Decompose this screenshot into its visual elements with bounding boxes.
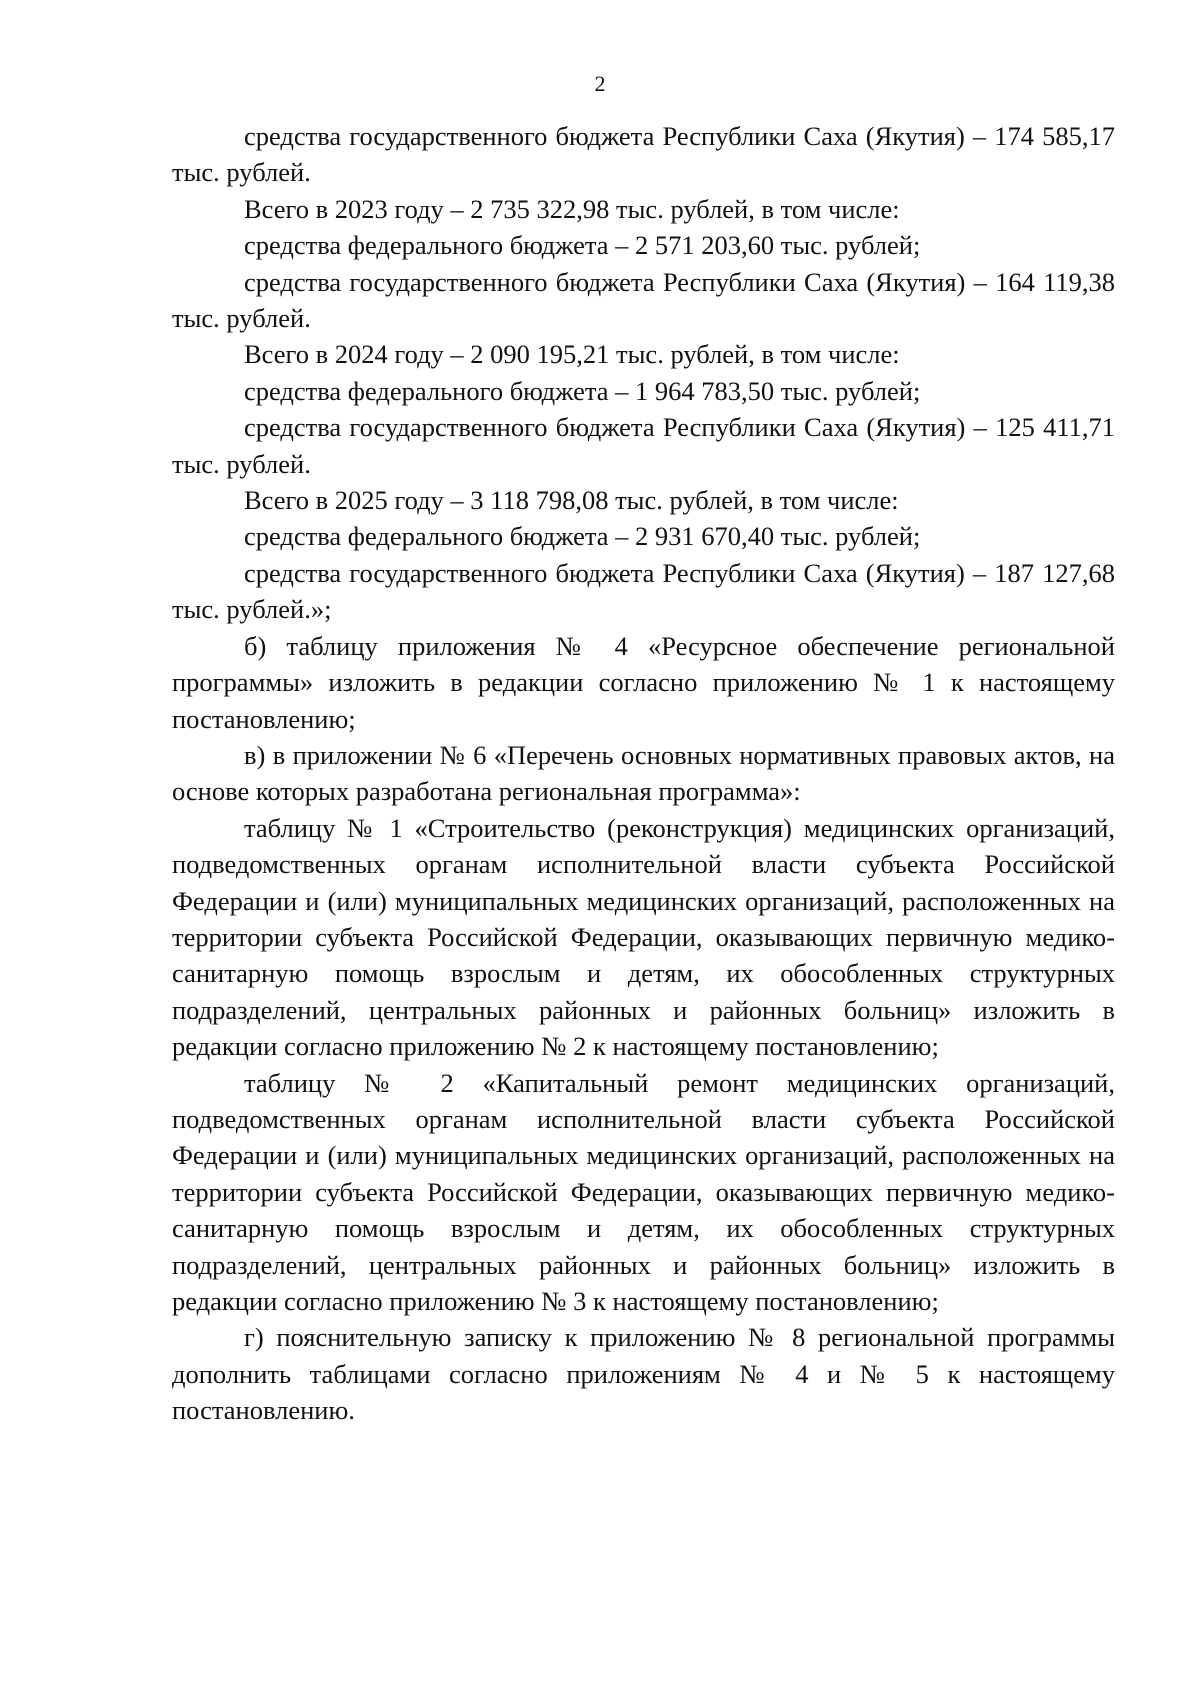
paragraph-table-2: таблицу № 2 «Капитальный ремонт медицинских организаций, подведомственных органам исполнительной власти субъекта Российской Федерации и (или) муниципальных медицинских организаций, расположенных на территории субъекта Российской Федерации, оказывающих первичную медико-санитарную помощь взрослым и детям, их обособленных структурных подразделений, центральных районных и районных больниц» изложить в редакции согласно приложению № 3 к настоящему постановлению; — [172, 1067, 1115, 1316]
paragraph-republic-2024: средства государственного бюджета Республики Саха (Якутия) – 125 411,71 тыс. рублей. — [172, 412, 1115, 479]
paragraph-federal-2023: средства федерального бюджета – 2 571 203,60 тыс. рублей; — [244, 230, 921, 261]
paragraph-total-2024: Всего в 2024 году – 2 090 195,21 тыс. рублей, в том числе: — [244, 339, 900, 370]
paragraph-total-2023: Всего в 2023 году – 2 735 322,98 тыс. рублей, в том числе: — [244, 193, 900, 224]
paragraph-table-1: таблицу № 1 «Строительство (реконструкция) медицинских организаций, подведомственных органам исполнительной власти субъекта Российской Федерации и (или) муниципальных медицинских организаций, расположенных на территории субъекта Российской Федерации, оказывающих первичную медико-санитарную помощь взрослым и детям, их обособленных структурных подразделений, центральных районных и районных больниц» изложить в редакции согласно приложению № 2 к настоящему постановлению; — [172, 812, 1115, 1062]
document-body — [172, 118, 1115, 1429]
paragraph-item-b: б) таблицу приложения № 4 «Ресурсное обеспечение региональной программы» изложить в редакции согласно приложению № 1 к настоящему постановлению; — [172, 630, 1115, 734]
paragraph-federal-2024: средства федерального бюджета – 1 964 783,50 тыс. рублей; — [244, 375, 921, 406]
paragraph-item-v: в) в приложении № 6 «Перечень основных нормативных правовых актов, на основе которых разработана региональная программа»: — [172, 739, 1115, 807]
paragraph-item-g: г) пояснительную записку к приложению № 8 региональной программы дополнить таблицами согласно приложениям № 4 и № 5 к настоящему постановлению. — [172, 1322, 1115, 1426]
paragraph-republic-2025: средства государственного бюджета Республики Саха (Якутия) – 187 127,68 тыс. рублей.»; — [172, 557, 1115, 625]
paragraph-budget-republic-2022: средства государственного бюджета Республики Саха (Якутия) – 174 585,17 тыс. рублей. — [172, 121, 1115, 188]
paragraph-republic-2023: средства государственного бюджета Республики Саха (Якутия) – 164 119,38 тыс. рублей. — [172, 266, 1115, 334]
paragraph-total-2025: Всего в 2025 году – 3 118 798,08 тыс. рублей, в том числе: — [244, 485, 899, 516]
page-number: 2 — [594, 71, 606, 96]
paragraph-federal-2025: средства федерального бюджета – 2 931 670,40 тыс. рублей; — [244, 521, 921, 552]
